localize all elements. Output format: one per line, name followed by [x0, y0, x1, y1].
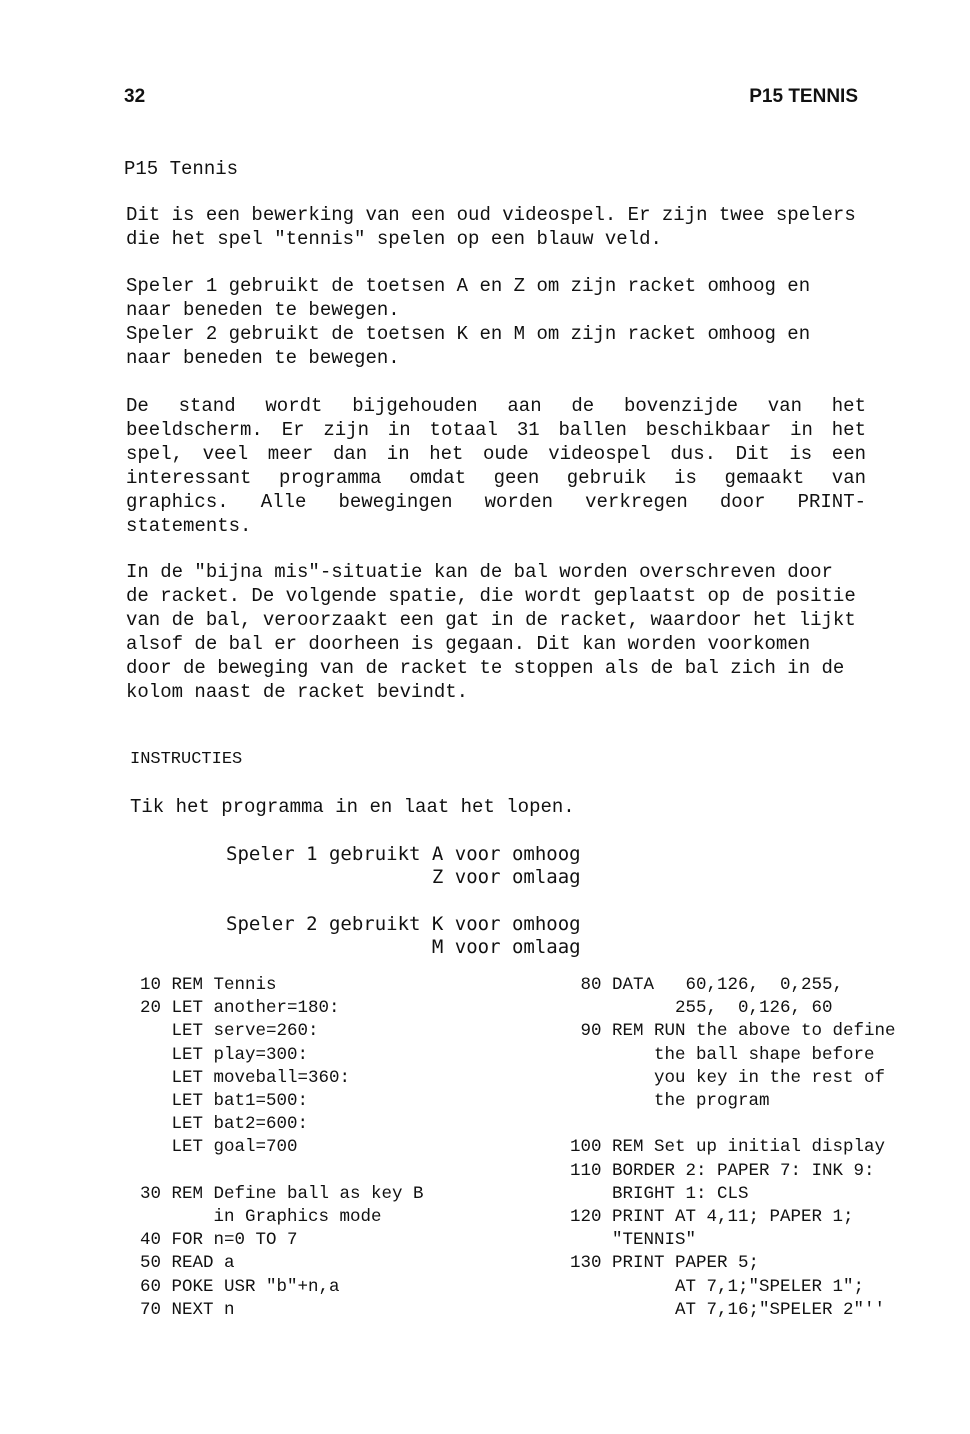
code-line: LET play=300: [140, 1044, 309, 1065]
section-title: P15 Tennis [124, 158, 239, 180]
running-title: P15 TENNIS [749, 86, 858, 107]
code-line: LET bat1=500: [140, 1091, 309, 1112]
code-line: 80 DATA 60,126, 0,255, [570, 975, 844, 995]
code-listing-left [140, 974, 424, 1322]
score-paragraph: De stand wordt bijgehouden aan de bovenzijde van het beeldscherm. Er zijn in totaal 31 ballen beschikbaar in het spel, veel meer dan in het oude videospel dus. Dit is een interessant programma omdat geen gebruik is gemaakt van graphics. Alle bewegingen worden verkregen door PRINT-statements. [126, 395, 866, 537]
code-line: LET moveball=360: [140, 1067, 351, 1088]
code-line: BRIGHT 1: CLS [570, 1183, 749, 1204]
code-line: "TENNIS" [570, 1230, 697, 1251]
code-line: the ball shape before [570, 1044, 875, 1065]
code-line: 130 PRINT PAPER 5; [570, 1253, 760, 1274]
page-header [0, 86, 970, 116]
player2-keys: Speler 2 gebruikt K voor omhoog M voor omlaag [226, 913, 581, 958]
code-line: AT 7,1;"SPELER 1"; [570, 1276, 865, 1297]
code-line: 10 REM Tennis [140, 975, 277, 995]
code-line: LET goal=700 [140, 1137, 298, 1158]
player1-keys: Speler 1 gebruikt A voor omhoog Z voor omlaag [226, 843, 581, 888]
code-line: LET bat2=600: [140, 1114, 309, 1135]
code-line: 40 FOR n=0 TO 7 [140, 1230, 298, 1251]
near-miss-paragraph: In de "bijna mis"-situatie kan de bal worden overschreven door de racket. De volgende spatie, die wordt geplaatst op de positie van de bal, veroorzaakt een gat in de racket, waardoor het lijkt alsof de bal er doorheen is gegaan. Dit kan worden voorkomen door de beweging van de racket te stoppen als de bal zich in de kolom naast de racket bevindt. [126, 561, 856, 703]
code-line: 255, 0,126, 60 [570, 998, 833, 1019]
instructions-heading: INSTRUCTIES [130, 750, 243, 769]
code-listing-right [570, 974, 896, 1322]
code-line: LET serve=260: [140, 1021, 319, 1042]
code-line: 30 REM Define ball as key B [140, 1183, 424, 1204]
code-line: AT 7,16;"SPELER 2"'' [570, 1299, 886, 1320]
instructions-text: Tik het programma in en laat het lopen. [130, 796, 575, 818]
code-line: the program [570, 1091, 770, 1112]
code-line: 70 NEXT n [140, 1299, 235, 1320]
code-line [570, 1113, 896, 1136]
code-line: 90 REM RUN the above to define [570, 1021, 896, 1042]
code-line: in Graphics mode [140, 1207, 382, 1228]
code-line: 100 REM Set up initial display [570, 1137, 886, 1158]
code-line: 20 LET another=180: [140, 998, 340, 1019]
intro-paragraph: Dit is een bewerking van een oud videospel. Er zijn twee spelers die het spel "tennis" spelen op een blauw veld. [126, 204, 856, 250]
code-line [140, 1160, 424, 1183]
code-line: you key in the rest of [570, 1067, 886, 1088]
page-number: 32 [124, 86, 146, 107]
code-line: 60 POKE USR "b"+n,a [140, 1276, 340, 1297]
code-line: 120 PRINT AT 4,11; PAPER 1; [570, 1207, 854, 1228]
controls-paragraph: Speler 1 gebruikt de toetsen A en Z om zijn racket omhoog en naar beneden te bewegen. Speler 2 gebruikt de toetsen K en M om zijn racket omhoog en naar beneden te bewegen. [126, 275, 811, 369]
code-line: 110 BORDER 2: PAPER 7: INK 9: [570, 1160, 875, 1181]
code-line: 50 READ a [140, 1253, 235, 1274]
